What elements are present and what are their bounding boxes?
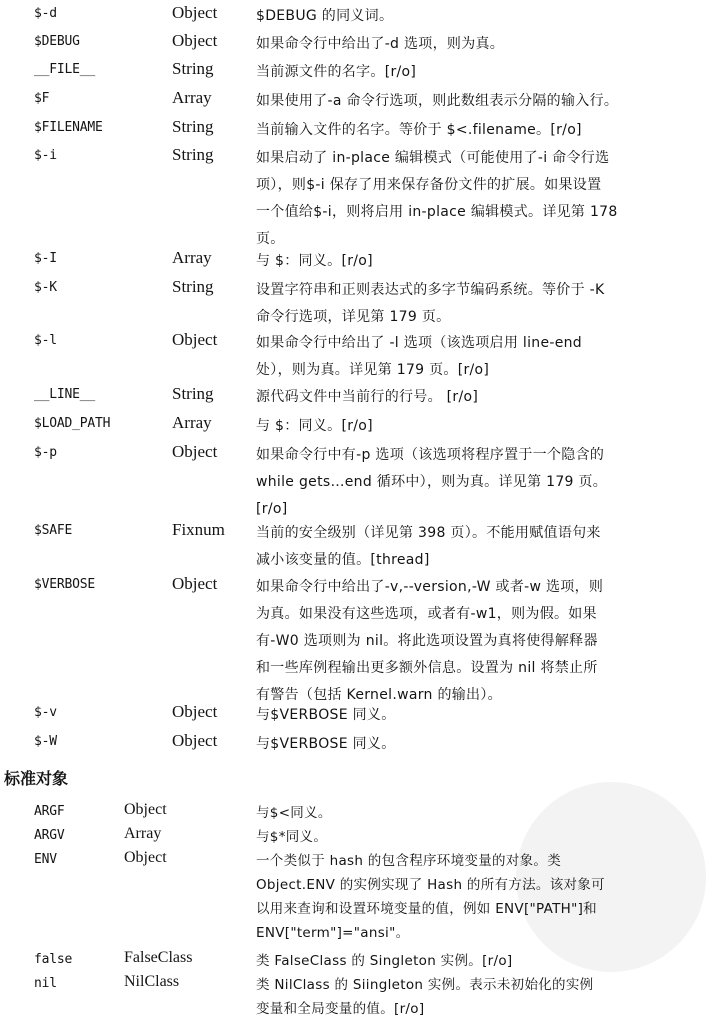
object-name: ENV	[34, 852, 57, 867]
variable-name: $DEBUG	[34, 34, 80, 49]
object-type: NilClass	[124, 973, 180, 990]
variable-name: $-v	[34, 705, 57, 720]
variable-type: Object	[172, 574, 218, 593]
object-type: Object	[124, 849, 167, 866]
object-description: 一个类似于 hash 的包含程序环境变量的对象。类 Object.ENV 的实例实现了 Hash 的所有方法。该对象可 以用来查询和设置环境变量的值，例如 ENV["PATH"]和 ENV["term"]="ansi"。	[256, 853, 605, 941]
variable-description: 源代码文件中当前行的行号。 [r/o]	[256, 389, 479, 405]
variable-description: 与 $：同义。[r/o]	[256, 418, 373, 434]
variable-description: 如果命令行中给出了 -l 选项（该选项启用 line-end 处），则为真。详见第 179 页。[r/o]	[256, 335, 582, 378]
variable-description: 如果命令行中有-p 选项（该选项将程序置于一个隐含的 while gets…end 循环中），则为真。详见第 179 页。 [r/o]	[256, 447, 608, 517]
variable-description: $DEBUG 的同义词。	[256, 8, 394, 24]
variable-type: String	[172, 384, 214, 403]
variable-description: 如果启动了 in-place 编辑模式（可能使用了-i 命令行选 项），则$-i 保存了用来保存备份文件的扩展。如果设置 一个值给$-i，则将启用 in-place 编辑模式。详见第 178 页。	[256, 150, 618, 247]
variable-description: 当前输入文件的名字。等价于 $<.filename。[r/o]	[256, 122, 582, 138]
variable-description: 与 $：同义。[r/o]	[256, 253, 373, 269]
variable-type: Object	[172, 3, 218, 22]
variable-name: $-i	[34, 148, 57, 163]
object-type: FalseClass	[124, 949, 193, 966]
variable-type: Array	[172, 413, 212, 432]
variable-description: 如果命令行中给出了-d 选项，则为真。	[256, 36, 505, 52]
variable-description: 当前的安全级别（详见第 398 页）。不能用赋值语句来 减小该变量的值。[thread]	[256, 525, 601, 568]
variable-type: Object	[172, 442, 218, 461]
variable-description: 与$VERBOSE 同义。	[256, 707, 396, 723]
variable-name: $-K	[34, 280, 57, 295]
variable-description: 当前源文件的名字。[r/o]	[256, 64, 417, 80]
variable-name: $FILENAME	[34, 120, 103, 135]
variable-name: $SAFE	[34, 523, 73, 538]
variable-description: 如果命令行中给出了-v,--version,-W 或者-w 选项，则 为真。如果没有这些选项，或者有-w1，则为假。如果 有-W0 选项则为 nil。将此选项设置为真将使得解释器 和一些库例程输出更多额外信息。设置为 nil 将禁止所 有警告（包括 Kernel.warn 的输出）。	[256, 579, 604, 703]
object-description: 类 FalseClass 的 Singleton 实例。[r/o]	[256, 953, 513, 969]
object-name: ARGF	[34, 804, 65, 819]
variable-description: 设置字符串和正则表达式的多字节编码系统。等价于 -K 命令行选项，详见第 179 页。	[256, 282, 605, 325]
variable-name: $VERBOSE	[34, 577, 96, 592]
variable-type: Array	[172, 248, 212, 267]
variable-name: $LOAD_PATH	[34, 416, 111, 431]
variable-type: Object	[172, 31, 218, 50]
variable-type: Object	[172, 731, 218, 750]
variable-type: Array	[172, 88, 212, 107]
variable-name: $-p	[34, 445, 57, 460]
variable-description: 与$VERBOSE 同义。	[256, 736, 396, 752]
section-heading: 标准对象	[4, 769, 69, 788]
object-type: Array	[124, 825, 162, 842]
object-name: nil	[34, 976, 57, 991]
variable-type: String	[172, 59, 214, 78]
variable-name: __LINE__	[34, 387, 96, 402]
object-description: 与$<同义。	[256, 805, 332, 821]
variable-type: Object	[172, 330, 218, 349]
variable-name: $-W	[34, 734, 57, 749]
variable-type: String	[172, 117, 214, 136]
object-type: Object	[124, 801, 167, 818]
variable-name: __FILE__	[34, 62, 96, 77]
variable-name: $-d	[34, 6, 57, 21]
variable-name: $-I	[34, 251, 57, 266]
object-name: false	[34, 952, 73, 967]
variable-description: 如果使用了-a 命令行选项，则此数组表示分隔的输入行。	[256, 93, 619, 109]
object-name: ARGV	[34, 828, 65, 843]
object-description: 类 NilClass 的 Siingleton 实例。表示未初始化的实例 变量和全局变量的值。[r/o]	[256, 977, 594, 1017]
variable-name: $F	[34, 91, 50, 106]
variable-name: $-l	[34, 333, 57, 348]
variable-type: Fixnum	[172, 520, 225, 539]
object-description: 与$*同义。	[256, 829, 328, 845]
variable-type: String	[172, 277, 214, 296]
variable-type: Object	[172, 702, 218, 721]
variable-type: String	[172, 145, 214, 164]
